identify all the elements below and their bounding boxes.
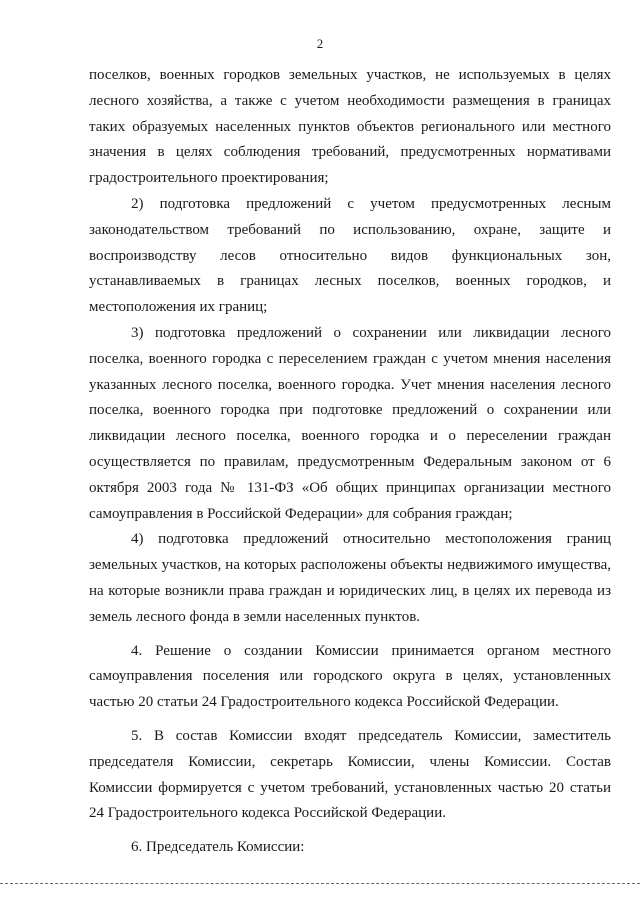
paragraph-clause-4: 4. Решение о создании Комиссии принимается органом местного самоуправления поселения или городского округа в целях, установленных частью 20 статьи 24 Градостроительного кодекса Российской Федерации.: [89, 642, 611, 711]
paragraph-item-2: 2) подготовка предложений с учетом предусмотренных лесным законодательством требований по использованию, охране, защите и воспроизводству лесов относительно видов функциональных зон, устанавливаемых в границах лесных поселков, военных городков, и местоположения их границ;: [89, 195, 611, 316]
paragraph-continuation: поселков, военных городков земельных участков, не используемых в целях лесного хозяйства, а также с учетом необходимости размещения в границах таких образуемых населенных пунктов объектов регионального или местного значения в целях соблюдения требований, предусмотренных нормативами градостроительного проектирования;: [89, 67, 611, 187]
paragraph-clause-5: 5. В состав Комиссии входят председатель Комиссии, заместитель председателя Комиссии, секретарь Комиссии, члены Комиссии. Состав Комиссии формируется с учетом требований, установленных частью 20 статьи 24 Градостроительного кодекса Российской Федерации.: [89, 727, 611, 822]
paragraph-item-3: 3) подготовка предложений о сохранении или ликвидации лесного поселка, военного городка с переселением граждан с учетом мнения населения указанных лесного поселка, военного городка. Учет мнения населения лесного поселка, военного городка при подготовке предложений о сохранении или ликвидации лесного поселка, военного городка и о переселении граждан осуществляется по правилам, предусмотренным Федеральным законом от 6 октября 2003 года № 131-ФЗ «Об общих принципах организации местного самоуправления в Российской Федерации» для собрания граждан;: [89, 324, 611, 522]
page-number: 2: [316, 36, 324, 51]
paragraph-item-4: 4) подготовка предложений относительно местоположения границ земельных участков, на которых расположены объекты недвижимого имущества, на которые возникли права граждан и юридических лиц, в целях их перевода из земель лесного фонда в земли населенных пунктов.: [89, 531, 611, 625]
page-bottom-divider: [0, 883, 640, 884]
paragraph-clause-6: 6. Председатель Комиссии:: [131, 839, 305, 856]
document-body: [89, 63, 611, 861]
